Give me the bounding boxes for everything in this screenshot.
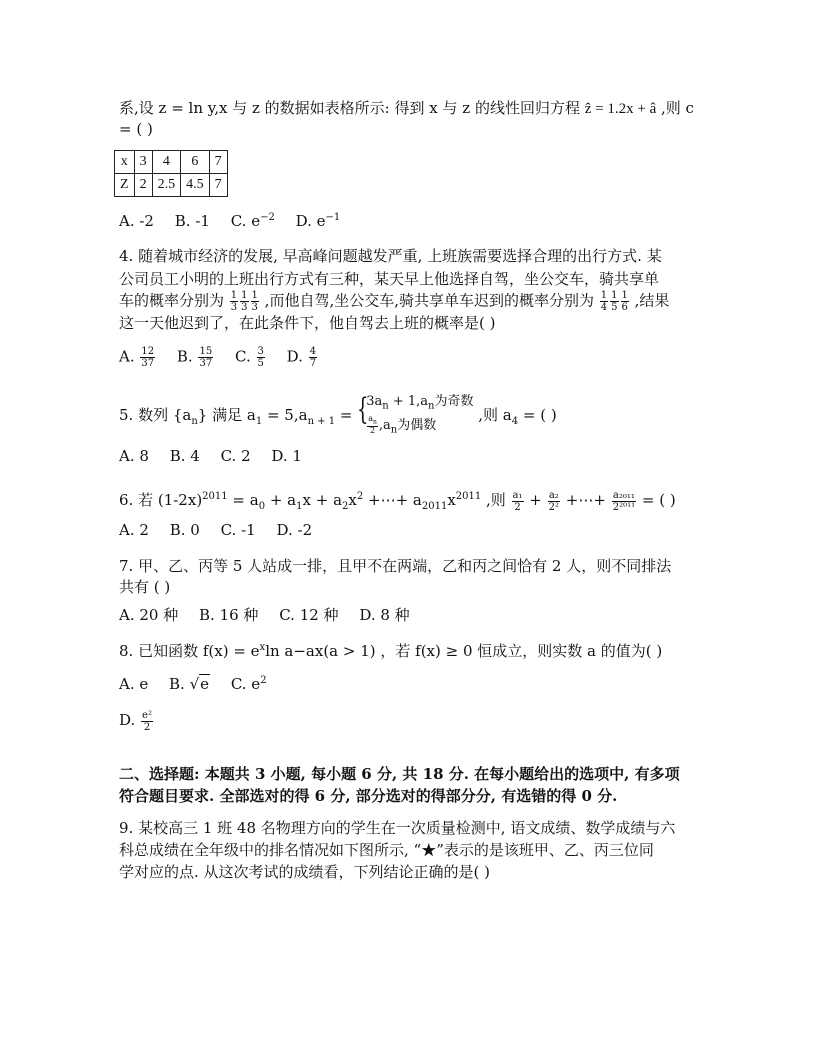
option-b: B. -1 <box>174 212 210 230</box>
table-cell: 7 <box>209 151 227 174</box>
denominator: 2 <box>514 501 521 513</box>
fraction <box>141 710 153 733</box>
subscript: n <box>428 400 435 412</box>
denominator: 3 <box>230 302 238 313</box>
numerator: 1 <box>251 290 258 301</box>
option-a: A. 20 种 <box>119 606 179 624</box>
q5-options <box>119 446 318 466</box>
q6-text: +⋯+ <box>561 491 611 509</box>
table-cell: 2.5 <box>152 174 181 197</box>
q9-stem-line1 <box>119 818 675 838</box>
table-cell: 6 <box>181 151 210 174</box>
q3-text-b: = 1.2x + <box>591 101 650 117</box>
q6-text: ,则 <box>481 491 511 509</box>
case-text: 3a <box>366 394 383 409</box>
section2-heading-line2 <box>119 786 617 806</box>
q4-stem-line2 <box>119 269 659 289</box>
option-d-base: D. e <box>295 212 326 230</box>
q8-stem <box>119 638 662 661</box>
option-d: D. 8 种 <box>359 606 410 624</box>
q7-text-2: 共有 ( ) <box>119 578 171 596</box>
q5-text-e: ,则 a <box>473 406 512 424</box>
option-c: C. 12 种 <box>279 606 339 624</box>
fraction <box>610 290 618 313</box>
subscript: 0 <box>258 501 266 512</box>
q3-blank: = ( ) <box>119 120 153 138</box>
denominator: 5 <box>257 358 264 369</box>
option-c <box>235 346 266 369</box>
table-cell: 7 <box>209 174 227 197</box>
q3-stem-line1 <box>119 98 694 119</box>
subscript: n <box>390 423 398 435</box>
q4-text-3b: ,而他自驾,坐公交车,骑共享单车迟到的概率分别为 <box>259 291 599 310</box>
fraction <box>140 346 155 369</box>
option-label: D. <box>119 711 141 729</box>
denominator: 37 <box>141 358 155 369</box>
exponent: 2011 <box>455 491 482 502</box>
denominator: 2² <box>548 501 560 513</box>
table-cell: 4.5 <box>181 174 210 197</box>
option-b <box>177 346 214 369</box>
numerator: 4 <box>309 346 317 357</box>
fraction <box>257 346 265 369</box>
case-text: ,a <box>378 417 391 433</box>
option-c: C. 2 <box>220 447 251 465</box>
option-label: D. <box>286 347 303 366</box>
q4-stem-line4 <box>119 313 495 333</box>
numerator: e² <box>142 709 152 721</box>
subscript: 4 <box>511 416 519 427</box>
case-text: 为偶数 <box>397 417 437 433</box>
q4-text-2: 公司员工小明的上班出行方式有三种，某天早上他选择自驾，坐公交车，骑共享单 <box>119 270 660 288</box>
exponent: 2011 <box>202 491 228 502</box>
option-a: A. e <box>119 675 149 693</box>
q8-text: 8. 已知函数 f(x) = e <box>119 642 260 660</box>
exponent: 2 <box>260 675 267 686</box>
denominator: 7 <box>309 358 317 369</box>
denominator: 2²⁰¹¹ <box>612 501 636 513</box>
q4-stem-line3 <box>119 290 669 313</box>
case-text: + 1,a <box>388 394 429 409</box>
q3-ahat: â <box>649 101 657 117</box>
option-label: C. <box>235 347 251 366</box>
q7-options <box>119 605 426 625</box>
q6-text: + a <box>265 491 297 509</box>
table-cell: 2 <box>134 174 152 197</box>
q5-text-c: = 5,a <box>262 406 308 424</box>
q5-text-d: = <box>335 406 358 424</box>
option-label: C. e <box>230 675 261 693</box>
numerator: $a_n$ <box>368 413 377 426</box>
numerator: a₁ <box>512 489 523 501</box>
option-d-exponent: −1 <box>325 212 341 223</box>
denominator: 4 <box>600 302 608 313</box>
option-c <box>231 671 267 694</box>
denominator: 3 <box>241 302 248 313</box>
section2-heading-line1 <box>119 764 680 784</box>
numerator: 1 <box>611 290 618 301</box>
table-cell: Z <box>115 174 135 197</box>
q6-text: = ( ) <box>637 491 676 509</box>
table-row <box>115 174 228 197</box>
q3-text-a: 系,设 z = ln y,x 与 z 的数据如表格所示: 得到 x 与 z 的线性回归方程 <box>119 99 585 117</box>
q7-stem-line2 <box>119 577 170 597</box>
q8-text: ln a−ax(a > 1) ，若 f(x) ≥ 0 恒成立，则实数 a 的值为( ) <box>265 642 663 660</box>
numerator: 1 <box>600 290 608 301</box>
fraction <box>512 490 524 513</box>
option-d: D. 1 <box>271 447 302 465</box>
q6-stem: 6. 若 $(1-2x)^{2011} = a_0 + a_1x + a_2x^2$ +⋯+ $a_{2011}x^{2011}$ ,则 $\frac{\text{a₁}}{2}$ + $\frac{\text{a₂}}{\text{2²}}$ +⋯+ $\frac{\text{a₂₀₁₁}}{\text{2²⁰¹¹}}$ = ( ) <box>119 489 676 513</box>
denominator: 2 <box>370 426 376 436</box>
q3-zhat: ẑ <box>584 101 592 117</box>
q5-text-b: } 满足 a <box>197 406 256 424</box>
numerator: 1 <box>621 290 628 301</box>
option-b: B. 0 <box>169 521 200 539</box>
option-b: B. √e <box>169 675 210 693</box>
subscript: 2 <box>342 501 349 512</box>
numerator: 3 <box>257 346 264 357</box>
fraction <box>612 490 636 513</box>
option-b: B. 4 <box>169 447 200 465</box>
subscript: 1 <box>255 416 263 427</box>
option-a: A. 8 <box>119 447 149 465</box>
option-d: D. -2 <box>276 521 313 539</box>
table-cell: x <box>115 151 135 174</box>
fraction <box>198 346 213 369</box>
q7-text-1: 7. 甲、乙、丙等 5 人站成一排，且甲不在两端，乙和丙之间恰有 2 人，则不同排法 <box>119 557 672 575</box>
fraction <box>240 290 248 313</box>
q3-data-table <box>114 150 228 197</box>
q4-text-4: 这一天他迟到了，在此条件下，他自驾去上班的概率是( ) <box>119 314 496 332</box>
option-c-base: C. e <box>230 212 261 230</box>
denominator: 37 <box>199 358 213 369</box>
subscript: 1 <box>296 501 303 512</box>
q6-text: x + a <box>302 491 343 509</box>
q6-text: +⋯+ a <box>363 491 422 509</box>
numerator: a₂ <box>548 489 559 501</box>
exponent: 2 <box>356 491 364 502</box>
table-row <box>115 151 228 174</box>
subscript: n <box>191 416 198 427</box>
q4-text-1: 4. 随着城市经济的发展, 早高峰问题越发严重, 上班族需要选择合理的出行方式. 某 <box>119 247 662 265</box>
numerator: 12 <box>141 346 155 357</box>
q4-text-3a: 车的概率分别为 <box>119 291 229 310</box>
numerator: 15 <box>199 346 213 357</box>
case-even <box>366 415 473 438</box>
q3-options <box>119 208 356 231</box>
numerator: a₂₀₁₁ <box>612 489 635 501</box>
table-cell: 4 <box>152 151 181 174</box>
q5-stem <box>119 394 557 440</box>
piecewise-definition <box>357 394 473 438</box>
q7-stem-line1 <box>119 556 671 576</box>
section2-text-2: 符合题目要求. 全部选对的得 6 分, 部分选对的得部分分, 有选错的得 0 分. <box>119 787 618 805</box>
q9-text-3: 学对应的点. 从这次考试的成绩看，下列结论正确的是( ) <box>119 863 491 881</box>
subscript: n + 1 <box>307 416 336 427</box>
q4-text-3c: ,结果 <box>629 291 670 310</box>
option-c <box>231 208 275 231</box>
subscript: 2011 <box>421 501 448 512</box>
option-a <box>119 346 156 369</box>
option-c: C. -1 <box>220 521 256 539</box>
q5-text-a: 5. 数列 {a <box>119 406 192 424</box>
option-b: B. 16 种 <box>199 606 259 624</box>
option-label: B. <box>176 347 193 366</box>
denominator: 3 <box>251 302 258 313</box>
fraction <box>548 490 560 513</box>
q4-options <box>119 346 334 369</box>
exponent: x <box>259 642 266 653</box>
denominator: 5 <box>611 302 618 313</box>
q6-text: x <box>447 491 456 509</box>
fraction <box>621 290 629 313</box>
option-d <box>296 208 341 231</box>
option-d <box>287 346 318 369</box>
option-c-exponent: −2 <box>260 212 275 223</box>
numerator: 1 <box>241 290 248 301</box>
denominator: 6 <box>621 302 628 313</box>
fraction <box>251 290 259 313</box>
q3-text-c: ,则 c <box>656 99 694 117</box>
option-label: B. <box>169 675 190 693</box>
q6-text: x <box>348 491 357 509</box>
q6-text: = a <box>227 491 259 509</box>
q9-stem-line3 <box>119 862 490 882</box>
denominator: 2 <box>143 721 151 733</box>
option-label: A. <box>119 347 135 366</box>
option-a: A. 2 <box>119 521 149 539</box>
q9-stem-line2 <box>119 840 654 860</box>
q9-text-2: 科总成绩在全年级中的排名情况如下图所示, “★”表示的是该班甲、乙、丙三位同 <box>119 841 654 859</box>
case-text: 为奇数 <box>434 394 474 409</box>
fraction <box>600 290 608 313</box>
q6-text: 6. 若 (1-2x) <box>119 491 203 509</box>
section2-text-1: 二、选择题: 本题共 3 小题, 每小题 6 分, 共 18 分. 在每小题给出的选项中, 有多项 <box>119 765 680 783</box>
fraction <box>309 346 317 369</box>
q9-text-1: 9. 某校高三 1 班 48 名物理方向的学生在一次质量检测中, 语文成绩、数学成绩与六 <box>119 819 676 837</box>
subscript: n <box>373 418 377 426</box>
fraction <box>367 415 378 436</box>
left-brace: { <box>357 392 369 427</box>
option-a: A. -2 <box>119 212 154 230</box>
q8-options-abc <box>119 671 283 694</box>
q6-options <box>119 520 328 540</box>
fraction <box>230 290 238 313</box>
q8-option-d <box>119 706 154 734</box>
q4-stem-line1 <box>119 246 662 266</box>
table-cell: 3 <box>134 151 152 174</box>
case-odd <box>366 394 473 415</box>
radicand: e <box>200 675 210 693</box>
q5-text-f: = ( ) <box>518 406 557 424</box>
numerator: 1 <box>230 290 238 301</box>
subscript: n <box>382 400 389 412</box>
q3-stem-line2 <box>119 119 153 139</box>
